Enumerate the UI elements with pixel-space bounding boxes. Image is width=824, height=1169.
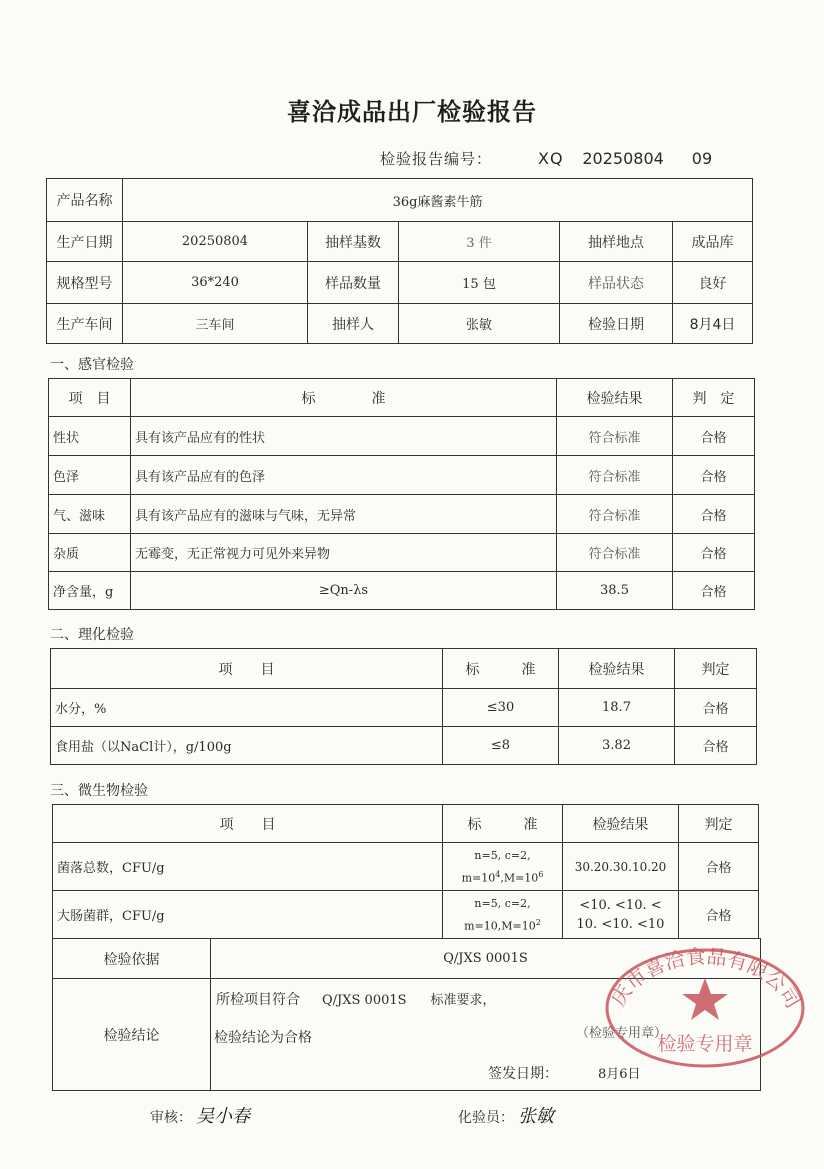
report-title: 喜洽成品出厂检验报告 <box>287 98 537 126</box>
prod-date: 20250804 <box>123 222 308 262</box>
micro-standard <box>443 891 563 939</box>
report-number-seq: 09 <box>691 149 713 168</box>
product-name: 36g麻酱素牛筋 <box>123 179 753 222</box>
micro-header-standard: 标 准 <box>443 805 563 843</box>
basis-label: 检验依据 <box>53 939 211 979</box>
micro-header-verdict: 判定 <box>679 805 759 843</box>
micro-header-item: 项 目 <box>53 805 443 843</box>
prod-date-label: 生产日期 <box>47 222 123 262</box>
reviewer-signature <box>150 1102 250 1128</box>
sensory-header-standard: 标 准 <box>131 379 557 417</box>
micro-verdict: 合格 <box>679 843 759 891</box>
spec-label: 规格型号 <box>47 262 123 304</box>
info-table <box>46 178 753 344</box>
reviewer-label: 审核： <box>150 1110 192 1126</box>
conclusion-line1-c: 标准要求， <box>430 993 496 1008</box>
sensory-item: 净含量，g <box>49 572 131 610</box>
basis-value: Q/JXS 0001S <box>211 939 761 979</box>
sensory-standard: 具有该产品应有的滋味与气味，无异常 <box>131 495 557 534</box>
physchem-header-verdict: 判定 <box>675 649 757 689</box>
micro-item: 菌落总数，CFU/g <box>53 843 443 891</box>
conclusion-label: 检验结论 <box>53 979 211 1091</box>
micro-result: 30.20.30.10.20 <box>563 843 679 891</box>
sample-qty: 15 包 <box>399 262 560 304</box>
sample-base-label: 抽样基数 <box>308 222 399 262</box>
issue-date: 8月6日 <box>598 1067 641 1082</box>
sample-qty-label: 样品数量 <box>308 262 399 304</box>
physchem-verdict: 合格 <box>675 689 757 727</box>
sample-state: 良好 <box>673 262 753 304</box>
tester-name: 张敏 <box>518 1106 554 1127</box>
sensory-verdict: 合格 <box>673 572 755 610</box>
sensory-result: 38.5 <box>557 572 673 610</box>
physchem-header-result: 检验结果 <box>559 649 675 689</box>
micro-standard-line2 <box>447 865 558 888</box>
sensory-item: 气、滋味 <box>49 495 131 534</box>
issue-date-label: 签发日期： <box>488 1066 558 1082</box>
tester-signature <box>458 1102 554 1128</box>
micro-result <box>563 891 679 939</box>
report-number-label: 检验报告编号： <box>380 150 493 168</box>
micro-item: 大肠菌群，CFU/g <box>53 891 443 939</box>
physchem-heading: 二、理化检验 <box>50 627 134 643</box>
micro-std-M-exp: 2 <box>535 917 541 927</box>
report-number <box>380 148 712 169</box>
stamp-inner-text: 检验专用章 <box>657 1033 753 1055</box>
inspect-date: 8月4日 <box>673 304 753 344</box>
sensory-verdict: 合格 <box>673 417 755 456</box>
sensory-result: 符合标准 <box>557 456 673 495</box>
table-row <box>51 689 757 727</box>
sensory-verdict: 合格 <box>673 495 755 534</box>
sensory-result: 符合标准 <box>557 495 673 534</box>
physchem-verdict: 合格 <box>675 727 757 765</box>
micro-table <box>52 804 759 939</box>
sensory-heading: 一、感官检验 <box>50 357 134 373</box>
product-name-label: 产品名称 <box>47 179 123 222</box>
inspect-date-label: 检验日期 <box>560 304 673 344</box>
sensory-verdict: 合格 <box>673 456 755 495</box>
workshop-label: 生产车间 <box>47 304 123 344</box>
table-row <box>49 456 755 495</box>
conclusion-line1 <box>216 989 496 1009</box>
sensory-item: 色泽 <box>49 456 131 495</box>
physchem-result: 18.7 <box>559 689 675 727</box>
micro-std-m: m=10,M=10 <box>464 919 536 933</box>
sensory-header-verdict: 判 定 <box>673 379 755 417</box>
micro-std-M-exp: 6 <box>538 869 544 879</box>
sensory-table <box>48 378 755 610</box>
conclusion-line1-b: Q/JXS 0001S <box>322 993 407 1008</box>
sensory-verdict: 合格 <box>673 534 755 572</box>
physchem-standard: ≤8 <box>443 727 559 765</box>
table-row <box>49 417 755 456</box>
sample-base: 3 件 <box>399 222 560 262</box>
sensory-result: 符合标准 <box>557 534 673 572</box>
reviewer-name: 吴小春 <box>196 1106 250 1127</box>
physchem-item: 水分，% <box>51 689 443 727</box>
sensory-result: 符合标准 <box>557 417 673 456</box>
sensory-header-item: 项 目 <box>49 379 131 417</box>
micro-std-M: ,M=10 <box>500 871 539 885</box>
conclusion-table <box>52 938 761 1091</box>
sensory-standard: 无霉变，无正常视力可见外来异物 <box>131 534 557 572</box>
physchem-item: 食用盐（以NaCl计），g/100g <box>51 727 443 765</box>
table-row <box>53 843 759 891</box>
tester-label: 化验员： <box>458 1110 514 1126</box>
table-row <box>51 727 757 765</box>
spec: 36*240 <box>123 262 308 304</box>
report-number-value: 20250804 <box>582 149 664 168</box>
sensory-item: 性状 <box>49 417 131 456</box>
sample-state-label: 样品状态 <box>560 262 673 304</box>
stamp-ring-text: 庆市喜洽食品有限公司 <box>605 944 806 1013</box>
table-row <box>49 572 755 610</box>
sample-place-label: 抽样地点 <box>560 222 673 262</box>
physchem-result: 3.82 <box>559 727 675 765</box>
sensory-header-result: 检验结果 <box>557 379 673 417</box>
micro-standard-line1: n=5, c=2, <box>474 896 531 910</box>
physchem-header-standard: 标 准 <box>443 649 559 689</box>
physchem-standard: ≤30 <box>443 689 559 727</box>
workshop: 三车间 <box>123 304 308 344</box>
sensory-standard: ≥Qn-λs <box>131 572 557 610</box>
physchem-header-item: 项 目 <box>51 649 443 689</box>
sampler-label: 抽样人 <box>308 304 399 344</box>
micro-standard-line1: n=5, c=2, <box>474 848 531 862</box>
micro-header-result: 检验结果 <box>563 805 679 843</box>
micro-heading: 三、微生物检验 <box>50 783 148 799</box>
stamp-note: （检验专用章） <box>576 1026 668 1041</box>
micro-result-line2: 10. <10. <10 <box>576 916 665 932</box>
sampler: 张敏 <box>399 304 560 344</box>
micro-result-line1: <10. <10. < <box>579 897 662 913</box>
micro-standard <box>443 843 563 891</box>
micro-standard-line2 <box>447 913 558 936</box>
micro-std-m-exp: 4 <box>495 869 501 879</box>
conclusion-line2: 检验结论为合格 <box>214 1030 312 1046</box>
micro-std-m: m=10 <box>461 871 496 885</box>
sensory-item: 杂质 <box>49 534 131 572</box>
sample-place: 成品库 <box>673 222 753 262</box>
conclusion-line1-a: 所检项目符合 <box>216 992 300 1008</box>
table-row <box>49 534 755 572</box>
micro-verdict: 合格 <box>679 891 759 939</box>
sensory-standard: 具有该产品应有的色泽 <box>131 456 557 495</box>
report-number-prefix: XQ <box>538 149 564 168</box>
table-row <box>53 891 759 939</box>
physchem-table <box>50 648 757 765</box>
sensory-standard: 具有该产品应有的性状 <box>131 417 557 456</box>
table-row <box>49 495 755 534</box>
